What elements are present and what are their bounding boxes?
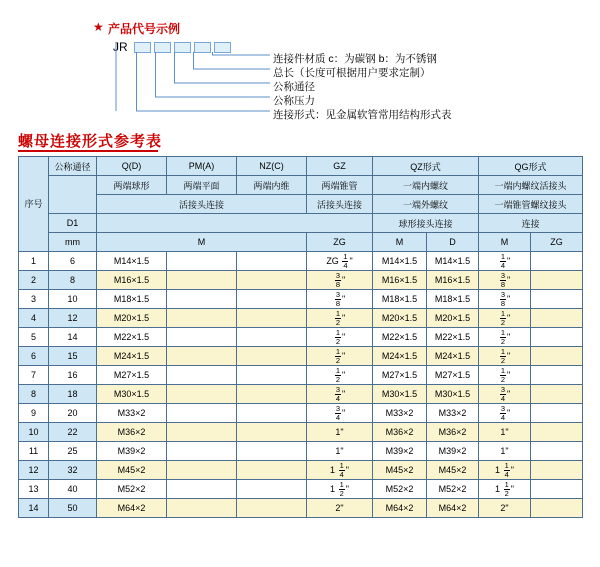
cell-seq: 10 — [19, 423, 49, 442]
cell-qg_m: $\frac{3}{4}$ " — [479, 385, 531, 404]
cell-qg_m: $\frac{1}{2}$ " — [479, 366, 531, 385]
cell-qg_zg — [531, 328, 583, 347]
cell-pm — [167, 347, 237, 366]
header-group-pm: PM(A) — [167, 157, 237, 176]
cell-nz — [237, 480, 307, 499]
cell-nz — [237, 499, 307, 518]
cell-nz — [237, 442, 307, 461]
header-seq: 序号 — [19, 157, 49, 252]
cell-qd: M45×2 — [97, 461, 167, 480]
cell-qd: M30×1.5 — [97, 385, 167, 404]
cell-dn: 8 — [49, 271, 97, 290]
cell-qd: M18×1.5 — [97, 290, 167, 309]
header-qg-unit-m: M — [479, 233, 531, 252]
table-row — [19, 328, 583, 347]
table-row — [19, 347, 583, 366]
cell-seq: 8 — [19, 385, 49, 404]
cell-pm — [167, 309, 237, 328]
header-qz-unit-d: D — [427, 233, 479, 252]
header-qg-unit-zg: ZG — [531, 233, 583, 252]
header-row-5 — [19, 233, 583, 252]
cell-qz_m: M33×2 — [373, 404, 427, 423]
header-union-connection: 活接头连接 — [97, 195, 307, 214]
cell-nz — [237, 461, 307, 480]
cell-gz: $\frac{3}{4}$ " — [307, 404, 373, 423]
cell-dn: 18 — [49, 385, 97, 404]
cell-qz_m: M64×2 — [373, 499, 427, 518]
header-unit-m: M — [97, 233, 307, 252]
section-title-underline — [18, 150, 158, 152]
cell-gz: $\frac{3}{8}$ " — [307, 271, 373, 290]
cell-qg_zg — [531, 347, 583, 366]
header-row-3 — [19, 195, 583, 214]
cell-qg_zg — [531, 271, 583, 290]
cell-seq: 2 — [19, 271, 49, 290]
cell-gz: $\frac{3}{4}$ " — [307, 385, 373, 404]
cell-nz — [237, 347, 307, 366]
cell-pm — [167, 328, 237, 347]
cell-qg_m: 1" — [479, 442, 531, 461]
cell-gz: 2" — [307, 499, 373, 518]
star-icon: ★ — [93, 20, 104, 34]
table-row — [19, 404, 583, 423]
cell-qg_zg — [531, 309, 583, 328]
cell-qz_d: M52×2 — [427, 480, 479, 499]
header-unit-mm: mm — [49, 233, 97, 252]
cell-qz_m: M45×2 — [373, 461, 427, 480]
cell-nz — [237, 423, 307, 442]
cell-nz — [237, 309, 307, 328]
table-row — [19, 480, 583, 499]
cell-qz_d: M39×2 — [427, 442, 479, 461]
header-qz-ball-connection: 球形接头连接 — [373, 214, 479, 233]
cell-qz_d: M18×1.5 — [427, 290, 479, 309]
header-row-1 — [19, 157, 583, 176]
legend-label-connection-type: 连接形式：见金属软管常用结构形式表 — [273, 109, 452, 121]
cell-qd: M14×1.5 — [97, 252, 167, 271]
cell-qg_m: 1 $\frac{1}{2}$ " — [479, 480, 531, 499]
cell-qg_m: 2" — [479, 499, 531, 518]
cell-nz — [237, 328, 307, 347]
cell-gz: ZG $\frac{1}{4}$ " — [307, 252, 373, 271]
header-row-4 — [19, 214, 583, 233]
cell-gz: 1 $\frac{1}{4}$ " — [307, 461, 373, 480]
cell-qg_m: $\frac{1}{2}$ " — [479, 347, 531, 366]
cell-pm — [167, 385, 237, 404]
cell-qd: M24×1.5 — [97, 347, 167, 366]
cell-qz_m: M30×1.5 — [373, 385, 427, 404]
cell-pm — [167, 252, 237, 271]
header-dn: 公称通径 — [49, 157, 97, 176]
cell-qz_m: M20×1.5 — [373, 309, 427, 328]
cell-qg_zg — [531, 404, 583, 423]
cell-seq: 12 — [19, 461, 49, 480]
table-row — [19, 461, 583, 480]
cell-qg_zg — [531, 290, 583, 309]
cell-qz_m: M16×1.5 — [373, 271, 427, 290]
cell-qd: M39×2 — [97, 442, 167, 461]
cell-qg_zg — [531, 480, 583, 499]
cell-gz: $\frac{3}{8}$ " — [307, 290, 373, 309]
cell-seq: 14 — [19, 499, 49, 518]
cell-gz: $\frac{1}{2}$ " — [307, 309, 373, 328]
cell-qd: M16×1.5 — [97, 271, 167, 290]
header-gz-desc: 两端锥管 — [307, 176, 373, 195]
cell-dn: 6 — [49, 252, 97, 271]
table-row — [19, 442, 583, 461]
cell-qg_m: $\frac{3}{4}$ " — [479, 404, 531, 423]
table-row — [19, 252, 583, 271]
cell-qd: M64×2 — [97, 499, 167, 518]
cell-gz: $\frac{1}{2}$ " — [307, 347, 373, 366]
header-qg-taper-thread: 一端锥管螺纹接头 — [479, 195, 583, 214]
table-body — [19, 252, 583, 518]
cell-qz_m: M14×1.5 — [373, 252, 427, 271]
header-row-2 — [19, 176, 583, 195]
cell-qz_d: M30×1.5 — [427, 385, 479, 404]
legend-label-length: 总长（长度可根据用户要求定制） — [273, 67, 431, 79]
cell-seq: 1 — [19, 252, 49, 271]
cell-dn: 32 — [49, 461, 97, 480]
header-pm-desc: 两端平面 — [167, 176, 237, 195]
cell-qg_zg — [531, 366, 583, 385]
code-prefix: JR — [113, 40, 128, 54]
table-row — [19, 309, 583, 328]
cell-qz_d: M64×2 — [427, 499, 479, 518]
cell-seq: 4 — [19, 309, 49, 328]
cell-nz — [237, 385, 307, 404]
table-row — [19, 499, 583, 518]
header-dn-blank — [49, 176, 97, 214]
cell-seq: 9 — [19, 404, 49, 423]
cell-gz: 1" — [307, 442, 373, 461]
header-gz-union: 活接头连接 — [307, 195, 373, 214]
cell-qg_m: $\frac{1}{2}$ " — [479, 328, 531, 347]
cell-gz: 1 $\frac{1}{2}$ " — [307, 480, 373, 499]
cell-qg_m: $\frac{3}{8}$ " — [479, 290, 531, 309]
header-group-nz: NZ(C) — [237, 157, 307, 176]
cell-qg_zg — [531, 461, 583, 480]
cell-qg_zg — [531, 252, 583, 271]
cell-qg_zg — [531, 423, 583, 442]
legend-label-nominal-diameter: 公称通径 — [273, 81, 315, 93]
cell-qz_d: M45×2 — [427, 461, 479, 480]
header-group-gz: GZ — [307, 157, 373, 176]
cell-qz_m: M24×1.5 — [373, 347, 427, 366]
cell-nz — [237, 252, 307, 271]
legend-title: 产品代号示例 — [108, 22, 181, 36]
cell-dn: 22 — [49, 423, 97, 442]
header-unit-zg: ZG — [307, 233, 373, 252]
table-row — [19, 271, 583, 290]
legend-label-nominal-pressure: 公称压力 — [273, 95, 315, 107]
cell-qg_m: $\frac{1}{4}$ " — [479, 252, 531, 271]
cell-qz_d: M20×1.5 — [427, 309, 479, 328]
cell-gz: 1" — [307, 423, 373, 442]
cell-gz: $\frac{1}{2}$ " — [307, 328, 373, 347]
cell-dn: 14 — [49, 328, 97, 347]
cell-pm — [167, 366, 237, 385]
cell-qz_m: M36×2 — [373, 423, 427, 442]
header-d1: D1 — [49, 214, 97, 233]
cell-pm — [167, 271, 237, 290]
table-row — [19, 423, 583, 442]
table-row — [19, 290, 583, 309]
cell-qz_d: M16×1.5 — [427, 271, 479, 290]
cell-nz — [237, 404, 307, 423]
cell-qd: M20×1.5 — [97, 309, 167, 328]
header-nz-desc: 两端内维 — [237, 176, 307, 195]
cell-qz_d: M22×1.5 — [427, 328, 479, 347]
cell-qz_d: M36×2 — [427, 423, 479, 442]
cell-seq: 11 — [19, 442, 49, 461]
cell-qd: M52×2 — [97, 480, 167, 499]
cell-pm — [167, 442, 237, 461]
cell-qz_m: M39×2 — [373, 442, 427, 461]
header-group-qz: QZ形式 — [373, 157, 479, 176]
cell-qz_m: M27×1.5 — [373, 366, 427, 385]
cell-nz — [237, 366, 307, 385]
cell-pm — [167, 404, 237, 423]
header-qz-unit-m: M — [373, 233, 427, 252]
header-qd-desc: 两端球形 — [97, 176, 167, 195]
cell-dn: 50 — [49, 499, 97, 518]
cell-qz_m: M22×1.5 — [373, 328, 427, 347]
cell-qz_d: M24×1.5 — [427, 347, 479, 366]
header-qz-external-thread: 一端外螺纹 — [373, 195, 479, 214]
header-group-qd: Q(D) — [97, 157, 167, 176]
cell-qd: M27×1.5 — [97, 366, 167, 385]
cell-qg_m: $\frac{1}{2}$ " — [479, 309, 531, 328]
header-qg-connection: 连接 — [479, 214, 583, 233]
cell-dn: 16 — [49, 366, 97, 385]
cell-seq: 6 — [19, 347, 49, 366]
cell-dn: 25 — [49, 442, 97, 461]
cell-pm — [167, 423, 237, 442]
legend-label-material: 连接件材质 c：为碳钢 b：为不锈钢 — [273, 53, 437, 65]
cell-qz_d: M33×2 — [427, 404, 479, 423]
cell-qz_d: M14×1.5 — [427, 252, 479, 271]
cell-seq: 7 — [19, 366, 49, 385]
cell-qd: M33×2 — [97, 404, 167, 423]
table-row — [19, 366, 583, 385]
cell-dn: 20 — [49, 404, 97, 423]
cell-qg_m: 1 $\frac{1}{4}$ " — [479, 461, 531, 480]
cell-pm — [167, 499, 237, 518]
cell-qg_zg — [531, 442, 583, 461]
cell-seq: 3 — [19, 290, 49, 309]
table-head — [19, 157, 583, 252]
cell-dn: 40 — [49, 480, 97, 499]
cell-dn: 15 — [49, 347, 97, 366]
cell-seq: 5 — [19, 328, 49, 347]
table-row — [19, 385, 583, 404]
header-blank-mid — [97, 214, 373, 233]
header-qz-desc: 一端内螺纹 — [373, 176, 479, 195]
nut-connection-table — [18, 156, 583, 518]
cell-pm — [167, 480, 237, 499]
cell-pm — [167, 461, 237, 480]
cell-seq: 13 — [19, 480, 49, 499]
cell-gz: $\frac{1}{2}$ " — [307, 366, 373, 385]
cell-dn: 12 — [49, 309, 97, 328]
header-qg-desc: 一端内螺纹活接头 — [479, 176, 583, 195]
cell-qd: M22×1.5 — [97, 328, 167, 347]
cell-qg_zg — [531, 499, 583, 518]
cell-qg_m: 1" — [479, 423, 531, 442]
cell-qz_d: M27×1.5 — [427, 366, 479, 385]
cell-qg_m: $\frac{3}{8}$ " — [479, 271, 531, 290]
cell-nz — [237, 271, 307, 290]
section-title: 螺母连接形式参考表 — [18, 133, 163, 150]
product-code-legend — [0, 0, 600, 128]
cell-qz_m: M52×2 — [373, 480, 427, 499]
cell-pm — [167, 290, 237, 309]
cell-dn: 10 — [49, 290, 97, 309]
cell-qz_m: M18×1.5 — [373, 290, 427, 309]
cell-nz — [237, 290, 307, 309]
cell-qg_zg — [531, 385, 583, 404]
cell-qd: M36×2 — [97, 423, 167, 442]
header-group-qg: QG形式 — [479, 157, 583, 176]
